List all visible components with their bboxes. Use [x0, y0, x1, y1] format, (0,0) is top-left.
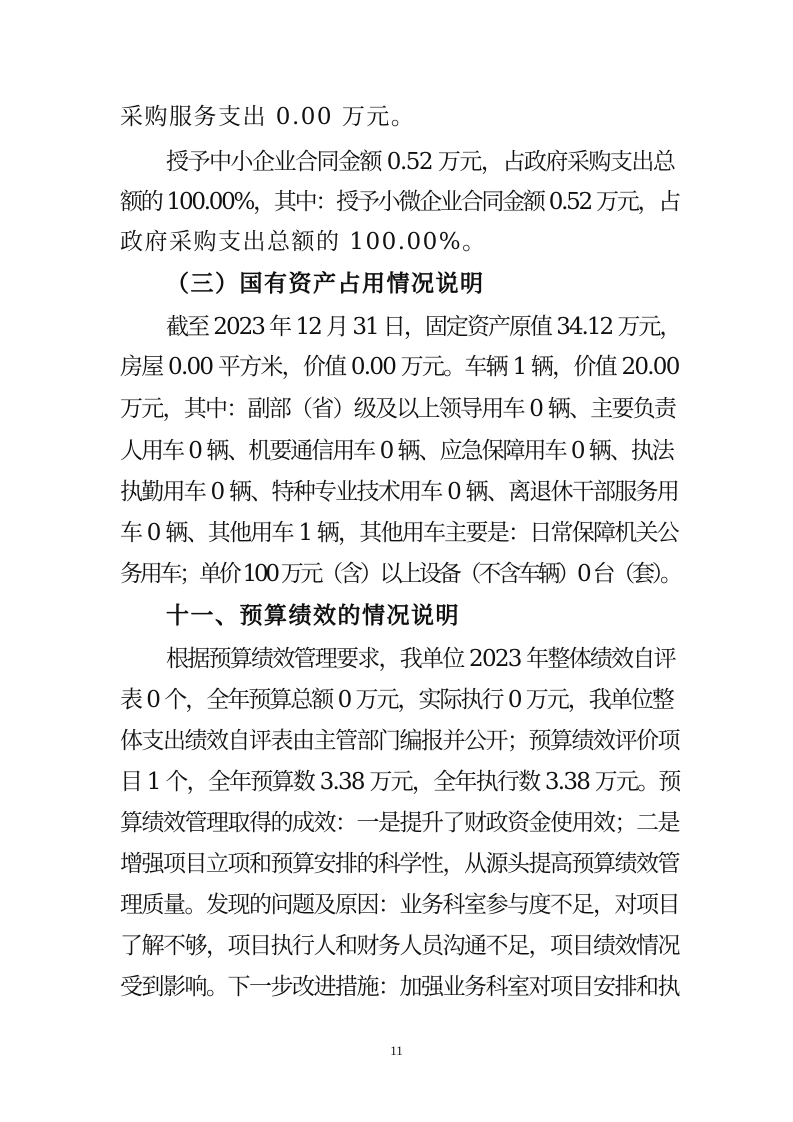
text-line-20: 理质量。发现的问题及原因：业务科室参与度不足，对项目 [120, 892, 679, 918]
section-heading-assets: （三）国有资产占用情况说明 [166, 271, 485, 297]
text-line-10: 执勤用车 0 辆、特种专业技术用车 0 辆、离退休干部服务用 [120, 479, 679, 505]
text-line-14: 根据预算绩效管理要求，我单位 2023 年整体绩效自评 [166, 646, 675, 672]
text-line-6: 截至 2023 年 12 月 31 日，固定资产原值 34.12 万元， [166, 314, 681, 340]
text-line-7: 房屋 0.00 平方米，价值 0.00 万元。车辆 1 辆，价值 20.00 [120, 354, 679, 380]
text-line-3: 额的 100.00%，其中：授予小微企业合同金额 0.52 万元，占 [120, 189, 679, 215]
page-number: 11 [390, 1043, 403, 1058]
text-line-16: 体支出绩效自评表由主管部门编报并公开；预算绩效评价项 [120, 728, 679, 754]
text-line-8: 万元，其中：副部（省）级及以上领导用车 0 辆、主要负责 [120, 396, 676, 422]
text-line-9: 人用车 0 辆、机要通信用车 0 辆、应急保障用车 0 辆、执法 [120, 438, 673, 464]
text-line-21: 了解不够，项目执行人和财务人员沟通不足，项目绩效情况 [120, 933, 679, 959]
text-line-4: 政府采购支出总额的 100.00%。 [120, 229, 487, 255]
section-heading-performance: 十一、预算绩效的情况说明 [166, 603, 460, 629]
text-line-15: 表 0 个，全年预算总额 0 万元，实际执行 0 万元，我单位整 [120, 687, 673, 713]
text-line-22: 受到影响。下一步改进措施：加强业务科室对项目安排和执 [120, 974, 679, 1000]
text-line-2: 授予中小企业合同金额 0.52 万元，占政府采购支出总 [166, 149, 675, 175]
text-line-11: 车 0 辆、其他用车 1 辆，其他用车主要是：日常保障机关公 [120, 520, 679, 546]
text-line-1: 采购服务支出 0.00 万元。 [120, 104, 416, 130]
text-line-17: 目 1 个，全年预算数 3.38 万元，全年执行数 3.38 万元。预 [120, 769, 680, 795]
text-line-12: 务用车；单价 100 万元（含）以上设备（不含车辆）0 台（套）。 [120, 561, 680, 587]
text-line-18: 算绩效管理取得的成效：一是提升了财政资金使用效；二是 [120, 810, 679, 836]
text-line-19: 增强项目立项和预算安排的科学性，从源头提高预算绩效管 [120, 851, 679, 877]
